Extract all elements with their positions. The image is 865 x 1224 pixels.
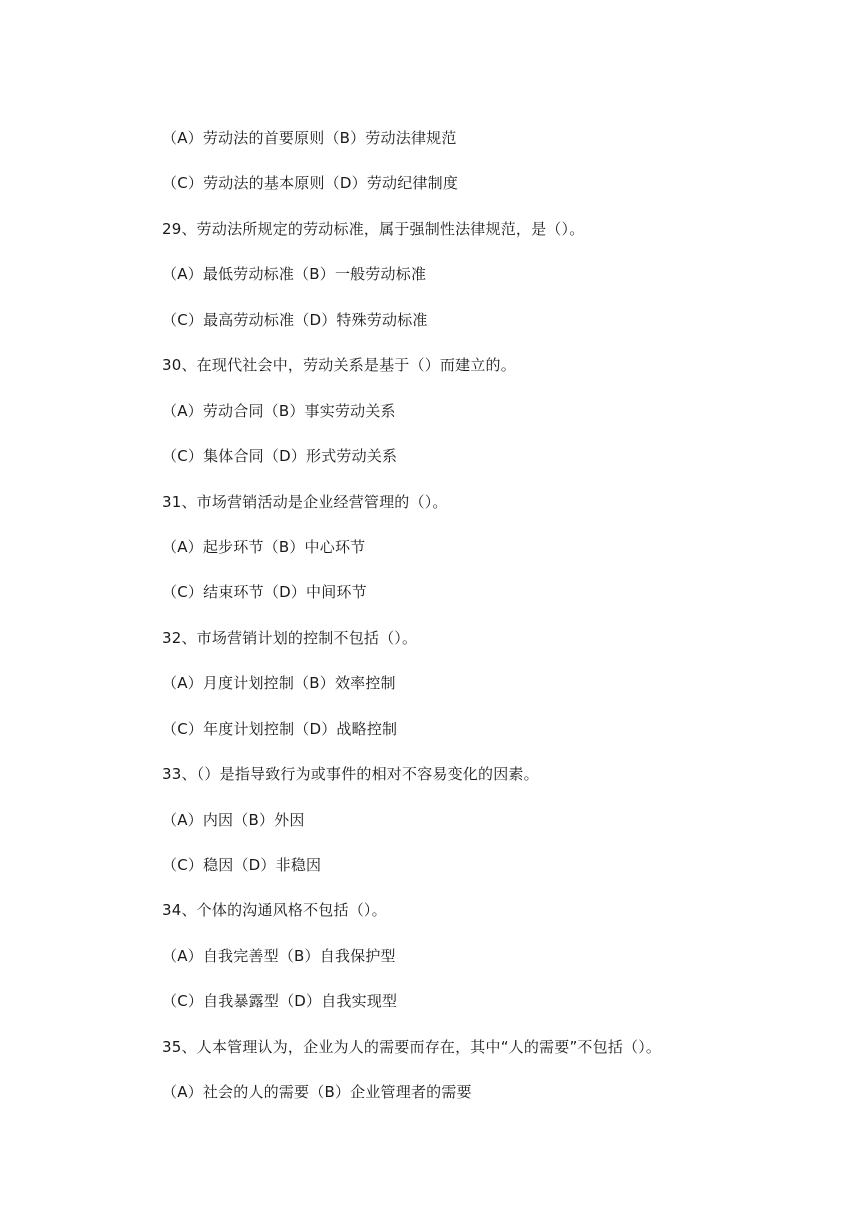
question-line: 30、在现代社会中，劳动关系是基于（）而建立的。 <box>162 356 516 375</box>
question-line: 35、人本管理认为，企业为人的需要而存在，其中“人的需要”不包括（）。 <box>162 1037 662 1056</box>
option-line: （C）结束环节（D）中间环节 <box>162 583 367 602</box>
option-line: （C）劳动法的基本原则（D）劳动纪律制度 <box>162 174 459 193</box>
option-line: （A）劳动法的首要原则（B）劳动法律规范 <box>162 129 457 147</box>
option-line: （A）社会的人的需要（B）企业管理者的需要 <box>162 1083 472 1102</box>
option-line: （C）自我暴露型（D）自我实现型 <box>162 992 398 1011</box>
option-line: （C）年度计划控制（D）战略控制 <box>162 719 398 738</box>
option-line: （A）起步环节（B）中心环节 <box>162 537 366 556</box>
question-list <box>162 126 822 1126</box>
option-line: （A）月度计划控制（B）效率控制 <box>162 674 396 693</box>
option-line: （C）稳因（D）非稳因 <box>162 856 322 874</box>
option-line: （C）最高劳动标准（D）特殊劳动标准 <box>162 310 428 329</box>
option-line: （A）内因（B）外因 <box>162 810 305 829</box>
question-line: 31、市场营销活动是企业经营管理的（）。 <box>162 492 448 511</box>
option-line: （C）集体合同（D）形式劳动关系 <box>162 447 398 466</box>
option-line: （A）最低劳动标准（B）一般劳动标准 <box>162 265 427 284</box>
option-line: （A）自我完善型（B）自我保护型 <box>162 946 396 965</box>
option-line: （A）劳动合同（B）事实劳动关系 <box>162 401 396 420</box>
question-line: 33、（）是指导致行为或事件的相对不容易变化的因素。 <box>162 765 539 784</box>
question-line: 29、劳动法所规定的劳动标准，属于强制性法律规范，是（）。 <box>162 219 585 238</box>
question-line: 34、个体的沟通风格不包括（）。 <box>162 901 387 920</box>
question-line: 32、市场营销计划的控制不包括（）。 <box>162 628 418 647</box>
